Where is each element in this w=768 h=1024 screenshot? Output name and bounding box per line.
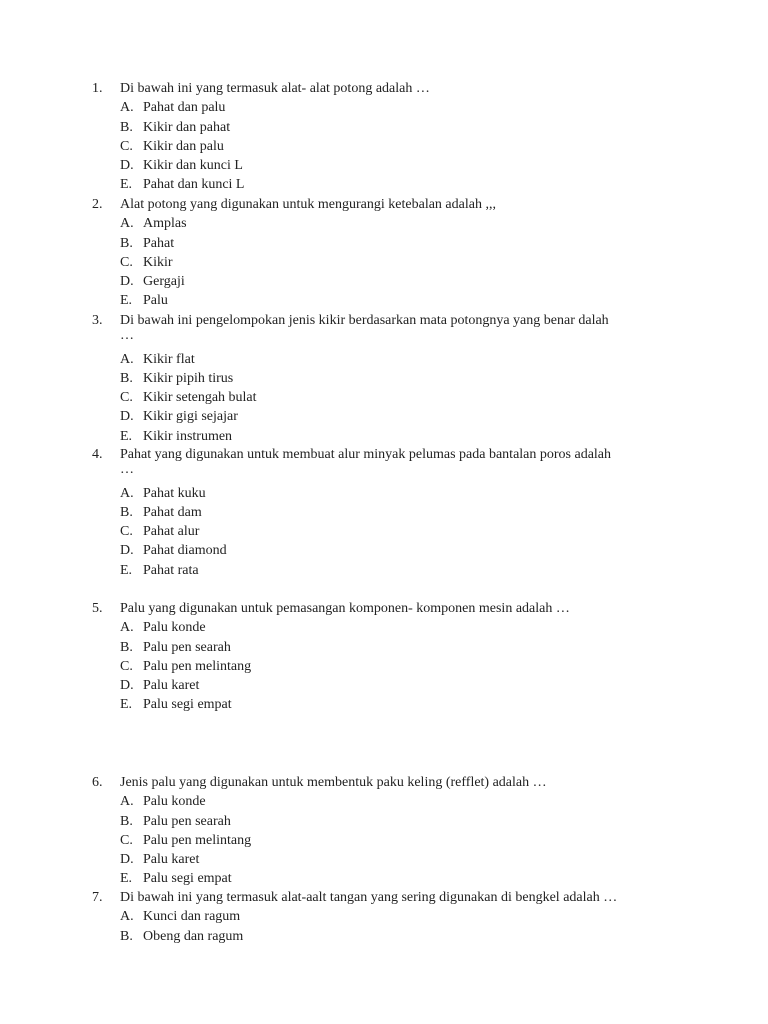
option-c [92,137,692,156]
question-text: Di bawah ini yang termasuk alat-aalt tangan yang sering digunakan di bengkel adalah … [120,890,618,905]
option-text: Pahat dan palu [143,100,226,116]
option-text: Kikir gigi sejajar [143,409,238,425]
option-b [92,118,692,137]
option-text: Pahat [143,235,175,251]
option-a [92,350,692,369]
question-number: 4. [92,447,103,462]
option-letter: D. [120,678,134,694]
option-letter: E. [120,871,133,887]
option-d [92,541,692,560]
option-text: Palu karet [143,678,200,694]
question-number: 5. [92,601,103,616]
option-letter: C. [120,524,133,540]
option-text: Pahat alur [143,524,200,540]
option-e [92,175,692,194]
question-row [92,445,692,464]
option-text: Palu pen searah [143,813,231,829]
option-text: Palu pen melintang [143,658,252,674]
option-text: Palu pen melintang [143,832,252,848]
question-number: 7. [92,890,103,905]
option-a [92,484,692,503]
option-text: Pahat rata [143,562,199,578]
option-d [92,407,692,426]
option-text: Pahat dan kunci L [143,177,245,193]
question-text: Jenis palu yang digunakan untuk membentuk paku keling (refflet) adalah … [120,775,547,790]
question-text: Alat potong yang digunakan untuk mengurangi ketebalan adalah ,,, [120,197,496,212]
option-a [92,907,692,926]
question-1 [92,79,692,195]
option-letter: C. [120,832,133,848]
option-b [92,234,692,253]
question-text: Palu yang digunakan untuk pemasangan komponen- komponen mesin adalah … [120,601,570,616]
question-text: Pahat yang digunakan untuk membuat alur minyak pelumas pada bantalan poros adalah [120,447,612,462]
option-text: Palu segi empat [143,697,232,713]
option-b [92,812,692,831]
option-text: Palu segi empat [143,871,232,887]
option-letter: B. [120,504,133,520]
option-b [92,927,692,946]
option-letter: B. [120,119,133,135]
question-row [92,888,692,907]
option-d [92,156,692,175]
question-row [92,195,692,214]
option-letter: A. [120,351,134,367]
option-d [92,676,692,695]
option-letter: D. [120,274,134,290]
option-letter: A. [120,909,134,925]
option-letter: C. [120,658,133,674]
option-text: Kunci dan ragum [143,909,241,925]
option-text: Pahat diamond [143,543,227,559]
question-row [92,79,692,98]
question-text: Di bawah ini yang termasuk alat- alat potong adalah … [120,81,430,96]
option-letter: D. [120,158,134,174]
question-7 [92,888,692,946]
option-letter: D. [120,852,134,868]
option-d [92,272,692,291]
option-letter: A. [120,216,134,232]
option-e [92,561,692,580]
question-number: 2. [92,197,103,212]
option-letter: A. [120,794,134,810]
option-text: Amplas [143,216,187,232]
option-letter: B. [120,235,133,251]
option-text: Palu konde [143,794,206,810]
option-e [92,869,692,888]
option-letter: A. [120,100,134,116]
option-letter: E. [120,697,133,713]
option-letter: E. [120,293,133,309]
option-text: Kikir pipih tirus [143,370,234,386]
option-text: Kikir [143,254,173,270]
option-letter: C. [120,138,133,154]
option-letter: E. [120,177,133,193]
option-c [92,253,692,272]
option-a [92,98,692,117]
question-number: 6. [92,775,103,790]
option-b [92,369,692,388]
option-text: Kikir setengah bulat [143,390,257,406]
option-text: Kikir dan kunci L [143,158,243,174]
question-6 [92,773,692,889]
question-continuation: … [120,328,134,344]
option-letter: B. [120,639,133,655]
option-letter: E. [120,428,133,444]
option-text: Pahat kuku [143,485,206,501]
option-text: Palu pen searah [143,639,231,655]
option-text: Kikir flat [143,351,195,367]
option-a [92,792,692,811]
option-c [92,388,692,407]
option-letter: A. [120,620,134,636]
option-letter: D. [120,409,134,425]
option-e [92,427,692,446]
option-b [92,503,692,522]
question-5 [92,599,692,715]
option-text: Kikir instrumen [143,428,233,444]
question-row [92,599,692,618]
question-text: Di bawah ini pengelompokan jenis kikir berdasarkan mata potongnya yang benar dalah [120,313,609,328]
option-c [92,657,692,676]
option-letter: A. [120,485,134,501]
option-e [92,291,692,310]
option-letter: B. [120,813,133,829]
question-2 [92,195,692,311]
option-c [92,831,692,850]
option-b [92,638,692,657]
option-c [92,522,692,541]
option-letter: B. [120,928,133,944]
question-continuation: … [120,462,134,478]
option-text: Palu konde [143,620,206,636]
option-a [92,214,692,233]
option-e [92,695,692,714]
option-text: Palu karet [143,852,200,868]
option-text: Kikir dan pahat [143,119,231,135]
option-d [92,850,692,869]
question-row [92,311,692,330]
question-4 [92,445,692,580]
question-row [92,773,692,792]
option-letter: C. [120,254,133,270]
option-a [92,618,692,637]
option-text: Obeng dan ragum [143,928,244,944]
question-3 [92,311,692,446]
option-text: Gergaji [143,274,185,290]
option-text: Palu [143,293,168,309]
option-text: Kikir dan palu [143,138,224,154]
option-letter: D. [120,543,134,559]
option-letter: E. [120,562,133,578]
question-number: 1. [92,81,103,96]
option-letter: B. [120,370,133,386]
option-letter: C. [120,390,133,406]
question-number: 3. [92,313,103,328]
option-text: Pahat dam [143,504,202,520]
